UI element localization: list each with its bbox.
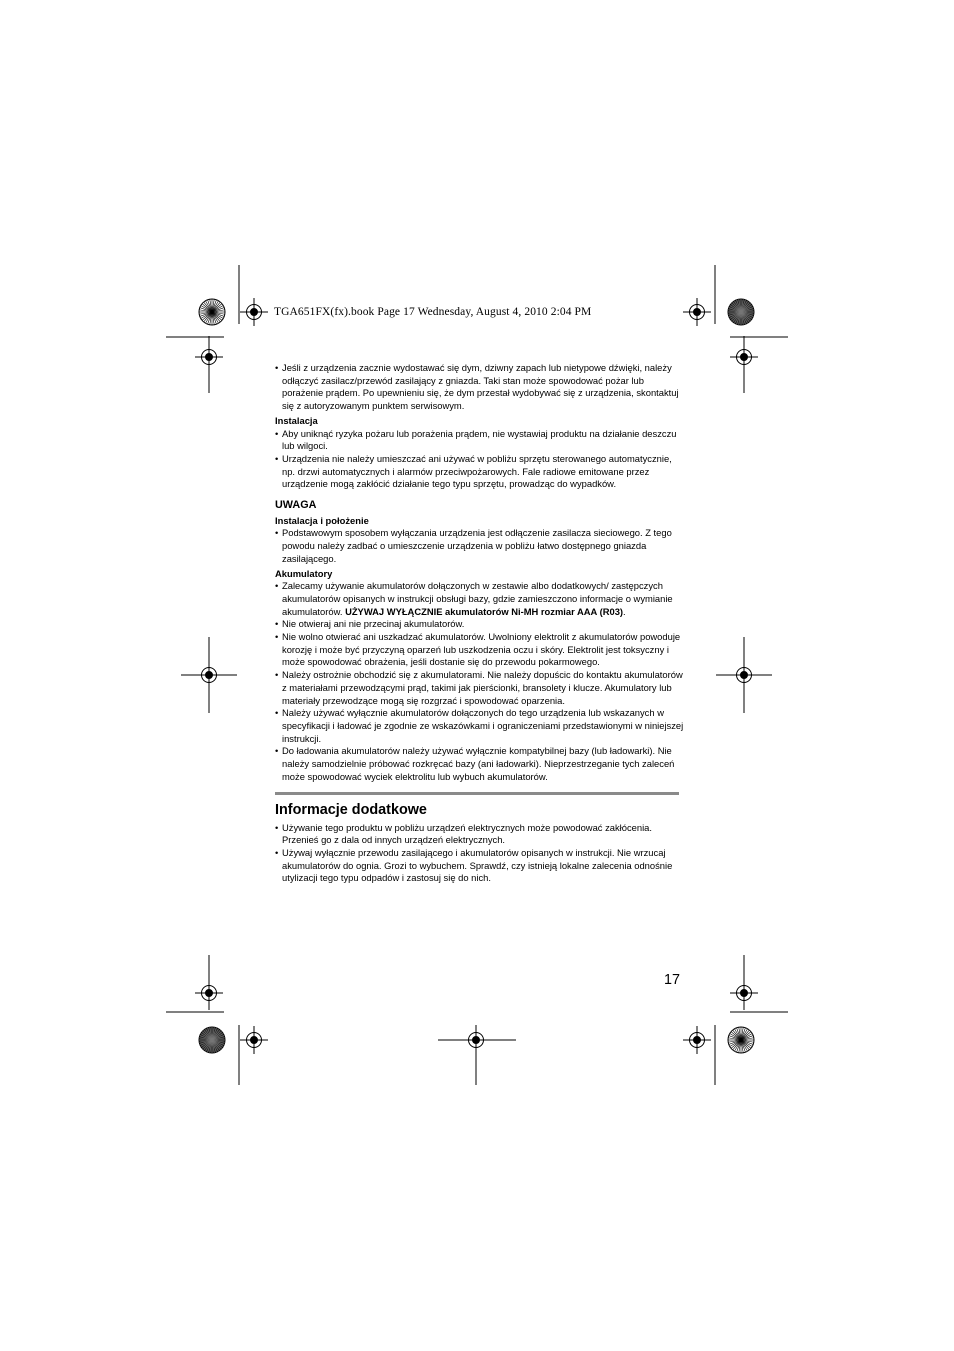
batteries-heading: Akumulatory — [275, 567, 333, 579]
installation-item: • Urządzenia nie należy umieszczać ani używać w pobliżu sprzętu sterowanego automatycznie, np. drzwi automatycznych i alarmów przeciwpożarowych. Fale radiowe emitowane przez urządzenie mogą zakłócić działanie tego typu sprzętu, prowadząc do wypadków. — [275, 453, 685, 491]
placement-item: • Podstawowym sposobem wyłączania urządzenia jest odłączenie zasilacza sieciowego. Z tego powodu należy zadbać o umieszczenie urządzenia w pobliżu łatwo dostępnego gniazda zasilającego. — [275, 527, 685, 565]
book-file-info: TGA651FX(fx).book Page 17 Wednesday, August 4, 2010 2:04 PM — [274, 306, 592, 318]
battery-item: • Nie wolno otwierać ani uszkadzać akumulatorów. Uwolniony elektrolit z akumulatorów powoduje korozję i może być przyczyną oparzeń lub uszkodzenia oczu i skóry. Elektrolit jest toksyczny i może spowodować obrażenia, jeśli dostanie się do przewodu pokarmowego. — [275, 631, 685, 669]
battery-item-bold: UŻYWAJ WYŁĄCZNIE akumulatorów Ni-MH rozmiar AAA (R03) — [345, 605, 624, 617]
battery-item: • Nie otwieraj ani nie przecinaj akumulatorów. — [275, 618, 685, 631]
battery-item-end: . — [623, 605, 626, 617]
battery-item: • Należy używać wyłącznie akumulatorów dołączonych do tego urządzenia lub wskazanych w specyfikacji i ładować je zgodnie ze wskazówkami i ograniczeniami przedstawionymi w niniejszej instrukcji. — [275, 707, 685, 745]
battery-item: • Należy ostrożnie obchodzić się z akumulatorami. Nie należy dopuścic do kontaktu akumulatorów z materiałami przewodzącymi prąd, takimi jak pierścionki, bransolety i klucze. Akumulatory lub materiały przewodzące mogą się rozgrzać i spowodować oparzenia. — [275, 669, 685, 707]
battery-item-recommended — [275, 580, 685, 618]
section-divider — [275, 792, 679, 795]
battery-item: • Do ładowania akumulatorów należy używać wyłącznie kompatybilnej bazy (lub ładowarki). Nie należy samodzielnie próbować rozkręcać bazy (ani ładowarki). Nieprzestrzeganie tych zaleceń może spowodować wyciek elektrolitu lub wybuch akumulatorów. — [275, 745, 685, 783]
page-number: 17 — [664, 972, 681, 988]
placement-heading: Instalacja i położenie — [275, 514, 369, 526]
installation-item: • Aby uniknąć ryzyka pożaru lub porażenia prądem, nie wystawiaj produktu na działanie deszczu lub wilgoci. — [275, 428, 685, 453]
uwaga-heading: UWAGA — [275, 499, 317, 512]
manual-content — [275, 362, 685, 885]
smoke-warning-item: • Jeśli z urządzenia zacznie wydostawać się dym, dziwny zapach lub nietypowe dźwięki, należy odłączyć zasilacz/przewód zasilający z gniazda. Taki stan może spowodować pożar lub porażenie prądem. Po upewnieniu się, że dym przestał wydobywać się z urządzenia, skontaktuj się z autoryzowanym punktem serwisowym. — [275, 362, 685, 413]
installation-heading: Instalacja — [275, 414, 318, 426]
battery-item-text: Zalecamy używanie akumulatorów dołączonych w zestawie albo dodatkowych/ zastępczych akumulatorów opisanych w instrukcji obsługi bazy, gdzie zamieszczono informacje o wymianie akumulatorów. — [282, 580, 673, 617]
additional-info-item: • Używaj wyłącznie przewodu zasilającego i akumulatorów opisanych w instrukcji. Nie wrzucaj akumulatorów do ognia. Grozi to wybuchem. Sprawdź, czy istnieją lokalne zalecenia odnośnie utylizacji tego typu odpadów i zastosuj się do nich. — [275, 847, 685, 885]
additional-info-item: • Używanie tego produktu w pobliżu urządzeń elektrycznych może powodować zakłócenia. Przenieś go z dala od innych urządzeń elektrycznych. — [275, 822, 685, 847]
additional-info-title: Informacje dodatkowe — [275, 801, 427, 818]
